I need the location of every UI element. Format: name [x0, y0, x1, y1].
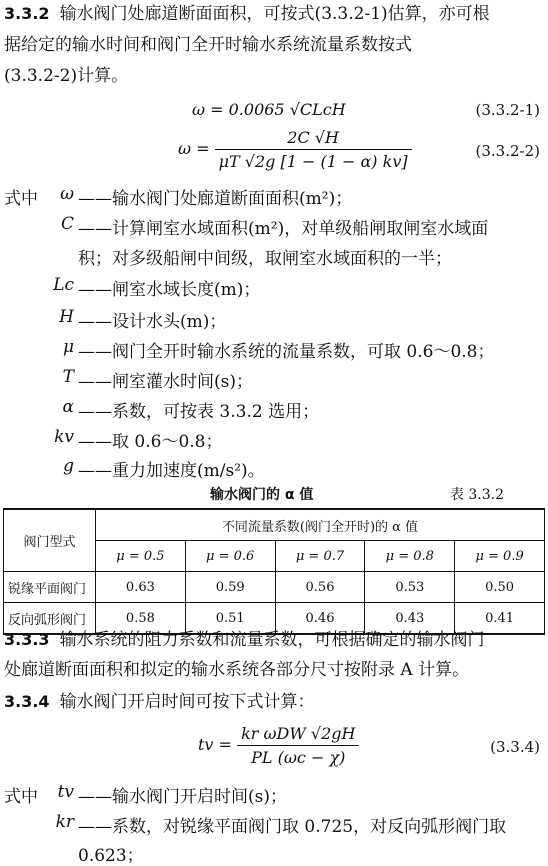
table-cell: 0.58	[96, 603, 186, 635]
definition-item	[0, 427, 548, 453]
definition-symbol: α	[62, 397, 74, 417]
definitions-lead: 式中	[4, 787, 38, 807]
definition-item	[0, 214, 548, 240]
table-corner-header: 阀门型式	[4, 509, 96, 572]
section-334-line1	[4, 690, 544, 714]
equation-3-lhs: tv =	[198, 735, 232, 754]
section-number: 3.3.4	[4, 692, 50, 711]
row-label: 锐缘平面阀门	[4, 572, 96, 603]
definition-item	[0, 782, 548, 808]
table-cell: 0.53	[365, 572, 455, 603]
definition-item	[0, 275, 548, 301]
definition-symbol: Lc	[53, 275, 74, 295]
definition-text: ——重力加速度(m/s²)。	[78, 461, 265, 481]
equation-2-fraction	[215, 128, 412, 171]
column-header: μ = 0.8	[365, 541, 455, 572]
definition-text: ——设计水头(m)；	[78, 312, 227, 332]
table-cell: 0.46	[275, 603, 365, 635]
definition-symbol: T	[62, 367, 74, 387]
column-header: μ = 0.9	[455, 541, 545, 572]
section-333-line2: 处廊道断面面积和拟定的输水系统各部分尺寸按附录 A 计算。	[4, 660, 470, 680]
table-cell: 0.56	[275, 572, 365, 603]
definition-item	[0, 184, 548, 210]
section-332-line2: 据给定的输水时间和阀门全开时输水系统流量系数按式	[4, 35, 412, 55]
definition-item	[0, 841, 548, 865]
definition-text: ——系数，可按表 3.3.2 选用；	[78, 402, 320, 422]
equation-2-numerator: 2C √H	[215, 128, 412, 150]
table-cell: 0.50	[455, 572, 545, 603]
definition-symbol: kv	[54, 427, 74, 447]
definition-item	[0, 307, 548, 333]
equation-2	[178, 128, 412, 171]
definition-item	[0, 812, 548, 838]
definition-symbol: ω	[60, 184, 74, 204]
equation-3-denominator: PL (ωc − χ)	[251, 748, 346, 767]
table-row	[4, 572, 545, 603]
definition-symbol: tv	[57, 782, 74, 802]
definition-text: ——计算闸室水域面积(m²)，对单级船闸取闸室水域面	[78, 219, 489, 239]
definition-text: 积；对多级船闸中间级，取闸室水域面积的一半；	[78, 249, 452, 269]
equation-3	[198, 724, 359, 767]
equation-1: ω = 0.0065 √CLcH	[192, 100, 346, 119]
definition-symbol: g	[63, 456, 74, 476]
definition-text: ——系数，对锐缘平面阀门取 0.725，对反向弧形阀门取	[78, 817, 507, 837]
section-number: 3.3.2	[4, 4, 50, 23]
table-number: 表 3.3.2	[449, 487, 504, 503]
section-number: 3.3.3	[4, 630, 50, 649]
definitions-lead: 式中	[4, 189, 38, 209]
table-cell: 0.59	[185, 572, 275, 603]
table-cell: 0.41	[455, 603, 545, 635]
table-cell: 0.51	[185, 603, 275, 635]
table-cell: 0.43	[365, 603, 455, 635]
section-332-line3: (3.3.2-2)计算。	[4, 66, 129, 86]
definition-text: ——闸室水域长度(m)；	[78, 280, 261, 300]
equation-2-denominator: μT √2g [1 − (1 − α) kv]	[218, 152, 408, 171]
definition-symbol: C	[60, 214, 74, 234]
definition-text: 0.623；	[78, 846, 144, 866]
column-header: μ = 0.5	[96, 541, 186, 572]
definition-text: ——闸室灌水时间(s)；	[78, 372, 253, 392]
equation-1-number: (3.3.2-1)	[475, 101, 540, 119]
equation-2-number: (3.3.2-2)	[475, 142, 540, 160]
paragraph-text: 输水系统的阻力系数和流量系数，可根据确定的输水阀门	[59, 630, 485, 650]
definition-item	[0, 456, 548, 482]
definition-text: ——输水阀门开启时间(s)；	[78, 787, 287, 807]
row-label: 反向弧形阀门	[4, 603, 96, 635]
definition-item	[0, 337, 548, 363]
definition-symbol: H	[59, 307, 74, 327]
equation-2-lhs: ω =	[178, 139, 210, 158]
equation-3-numerator: kr ωDW √2gH	[237, 724, 359, 746]
table-cell: 0.63	[96, 572, 186, 603]
equation-3-fraction	[237, 724, 359, 767]
table-group-header: 不同流量系数(阀门全开时)的 α 值	[96, 509, 545, 541]
definition-symbol: μ	[62, 337, 74, 357]
definition-item	[0, 244, 548, 270]
column-header: μ = 0.7	[275, 541, 365, 572]
definition-text: ——阀门全开时输水系统的流量系数，可取 0.6～0.8；	[78, 342, 495, 362]
definition-item	[0, 367, 548, 393]
definition-text: ——输水阀门处廊道断面面积(m²)；	[78, 189, 353, 209]
table-caption	[0, 484, 548, 506]
paragraph-text: 输水阀门开启时间可按下式计算：	[59, 692, 315, 712]
table-title: 输水阀门的 α 值	[210, 487, 314, 503]
section-333-line1	[4, 628, 544, 652]
alpha-value-table	[3, 508, 545, 635]
section-332-line1	[4, 2, 544, 26]
column-header: μ = 0.6	[185, 541, 275, 572]
definition-text: ——取 0.6～0.8；	[78, 432, 223, 452]
definition-symbol: kr	[55, 812, 74, 832]
equation-3-number: (3.3.4)	[490, 738, 540, 756]
paragraph-text: 输水阀门处廊道断面面积，可按式(3.3.2-1)估算，亦可根	[59, 4, 490, 24]
definition-item	[0, 397, 548, 423]
